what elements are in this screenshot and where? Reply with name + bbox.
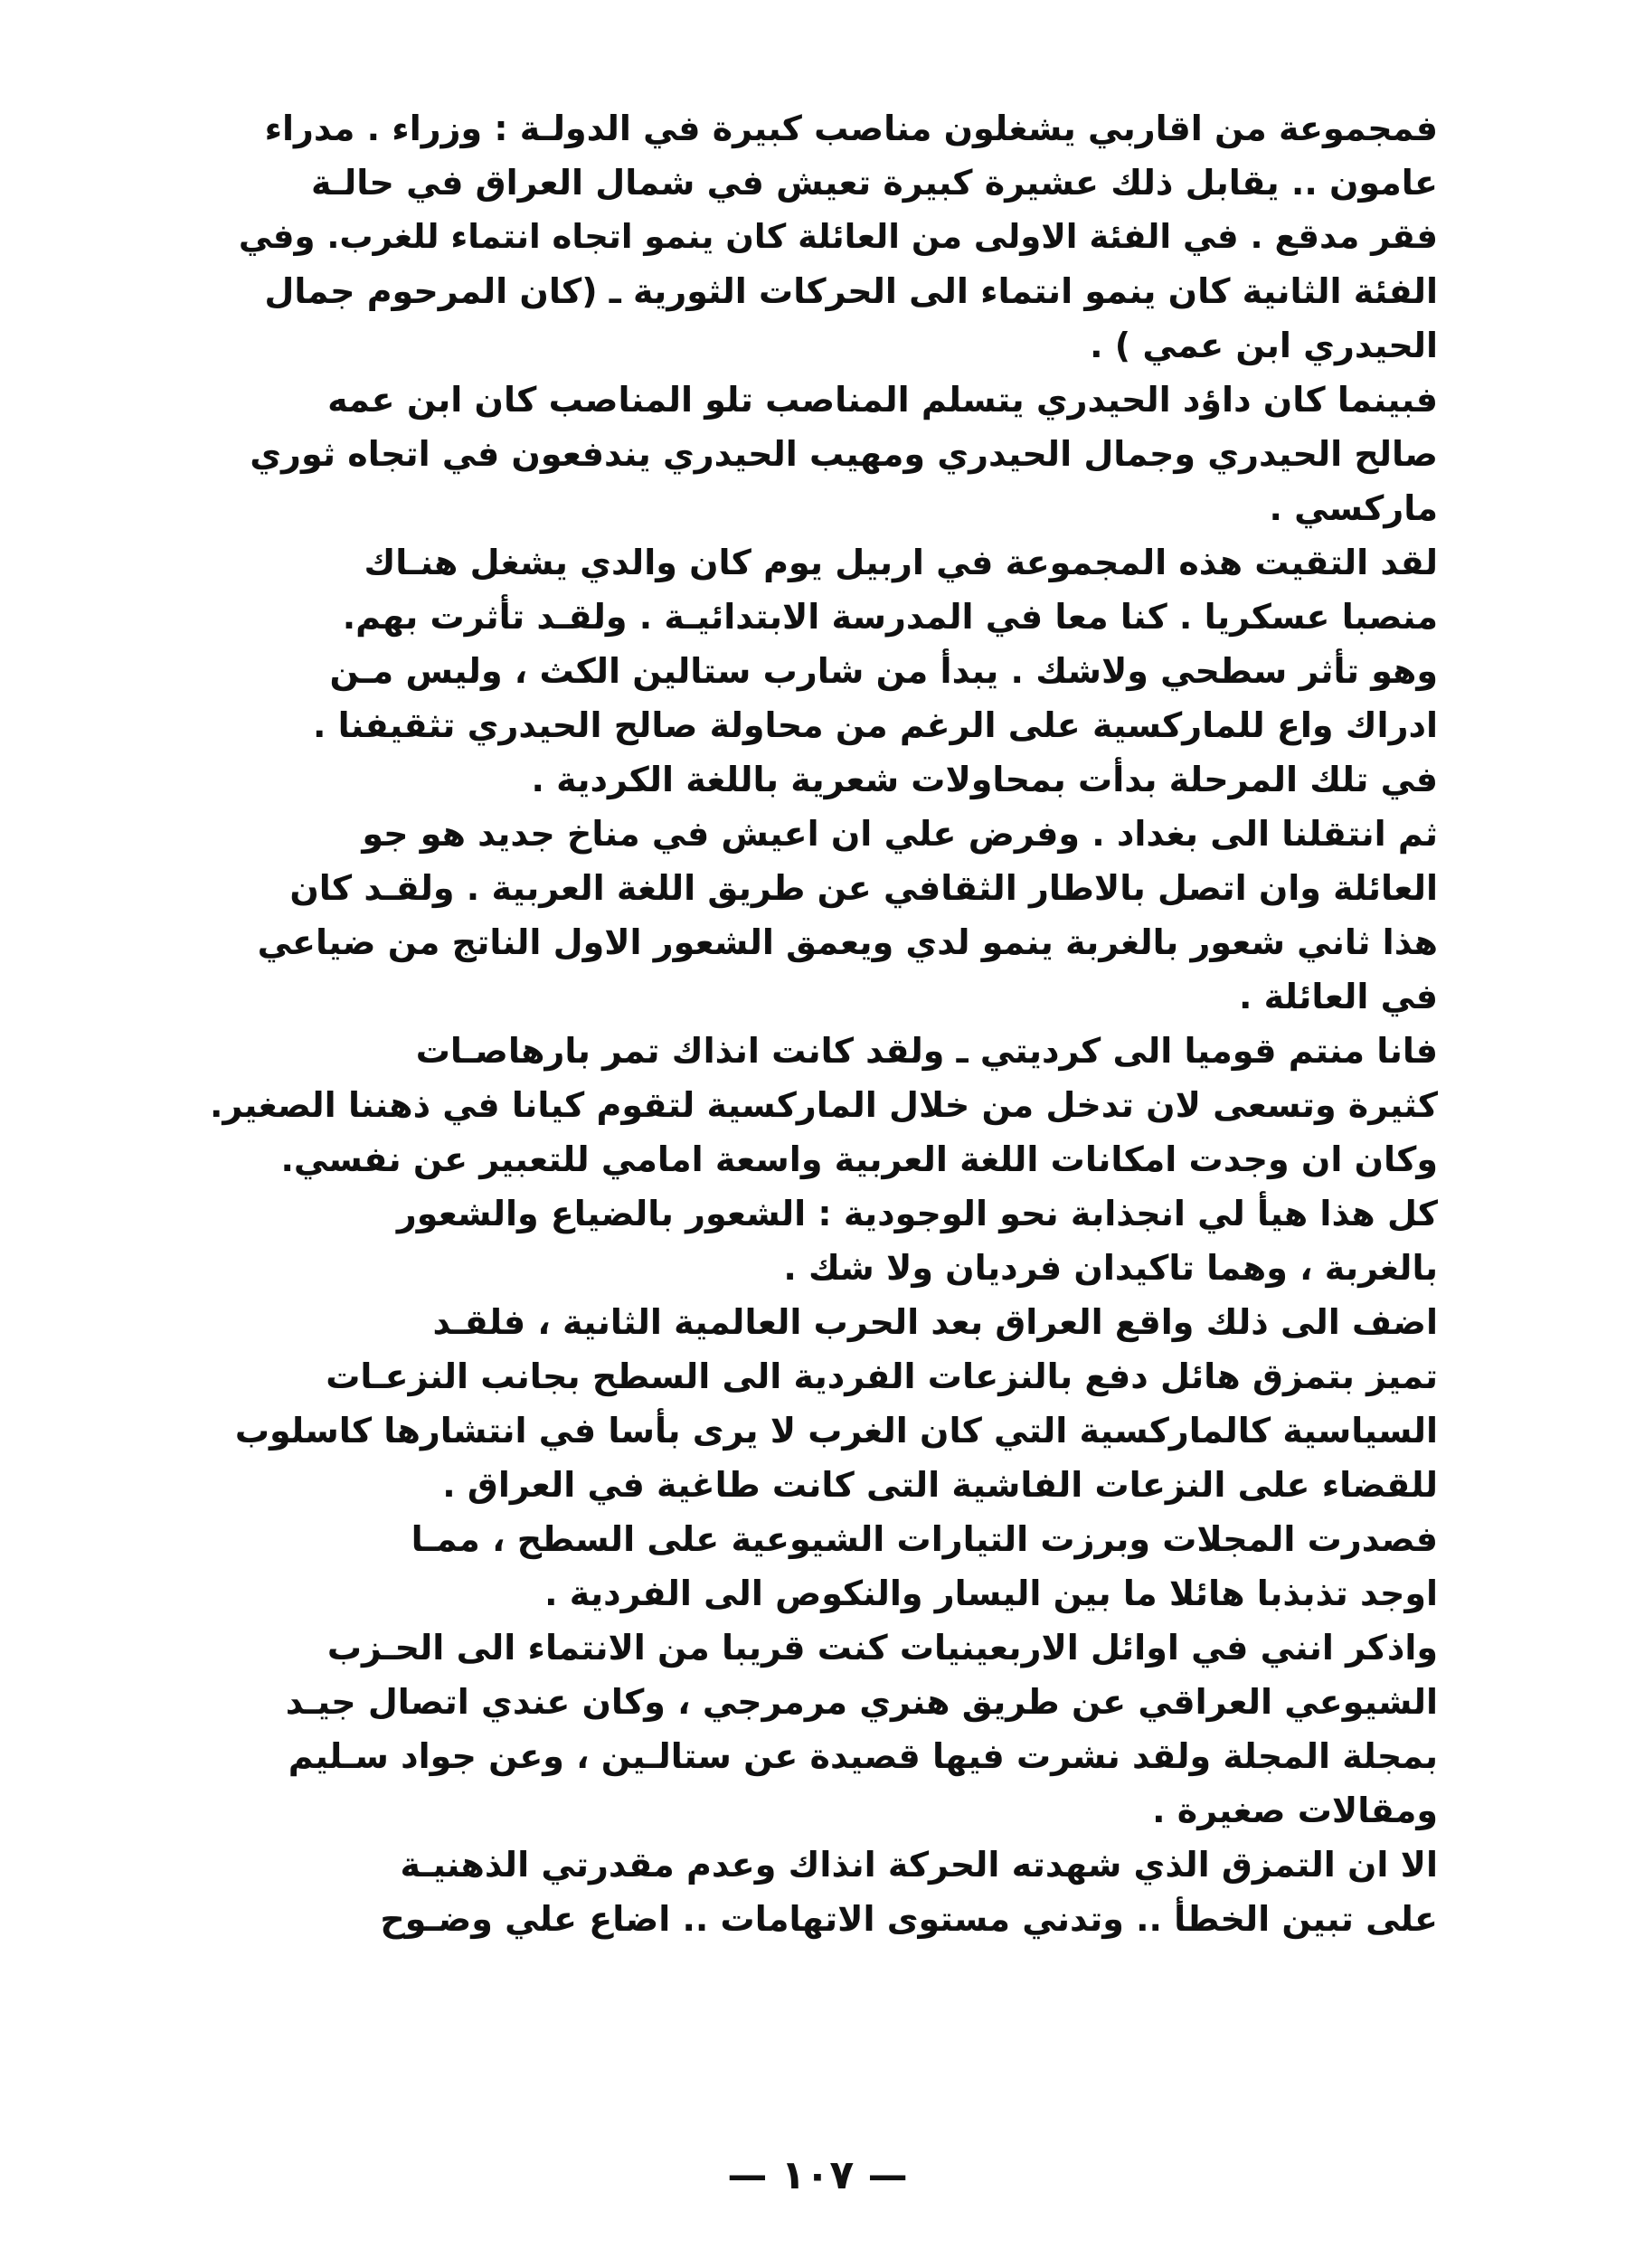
text-line: لقد التقيت هذه المجموعة في اربيل يوم كان والدي يشغل هنـاك bbox=[364, 543, 1438, 582]
text-line: فبينما كان داؤد الحيدري يتسلم المناصب تلو المناصب كان ابن عمه bbox=[327, 380, 1438, 420]
text-line: ثم انتقلنا الى بغداد . وفرض علي ان اعيش في مناخ جديد هو جو bbox=[362, 814, 1438, 854]
text-line: العائلة وان اتصل بالاطار الثقافي عن طريق اللغة العربية . ولقـد كان bbox=[289, 868, 1438, 908]
text-line: هذا ثاني شعور بالغربة ينمو لدي ويعمق الشعور الاول الناتج من ضياعي bbox=[257, 922, 1438, 962]
text-line: صالح الحيدري وجمال الحيدري ومهيب الحيدري يندفعون في اتجاه ثوري bbox=[250, 434, 1438, 474]
text-line: كل هذا هيأ لي انجذابة نحو الوجودية : الشعور بالضياع والشعور bbox=[396, 1194, 1438, 1233]
text-line: الفئة الثانية كان ينمو انتماء الى الحركات الثورية ـ (كان المرحوم جمال bbox=[264, 271, 1438, 311]
text-line: الحيدري ابن عمي ) . bbox=[1090, 326, 1438, 365]
paragraph bbox=[208, 101, 1438, 373]
paragraph bbox=[208, 1512, 1438, 1621]
text-line: فقر مدقع . في الفئة الاولى من العائلة كان ينمو اتجاه انتماء للغرب. وفي bbox=[238, 217, 1438, 256]
text-line: بمجلة المجلة ولقد نشرت فيها قصيدة عن ستالـين ، وعن جواد سـليم bbox=[288, 1736, 1438, 1776]
text-line: في العائلة . bbox=[1238, 977, 1438, 1016]
paragraph bbox=[208, 1621, 1438, 1838]
text-line: ماركسي . bbox=[1269, 488, 1438, 528]
text-line: السياسية كالماركسية التي كان الغرب لا يرى بأسا في انتشارها كاسلوب bbox=[234, 1411, 1438, 1451]
paragraph bbox=[208, 373, 1438, 535]
text-line: اضف الى ذلك واقع العراق بعد الحرب العالمية الثانية ، فلقـد bbox=[432, 1302, 1438, 1342]
text-line: فمجموعة من اقاربي يشغلون مناصب كبيرة في الدولـة : وزراء . مدراء bbox=[264, 109, 1438, 148]
text-line: عامون .. يقابل ذلك عشيرة كبيرة تعيش في شمال العراق في حالـة bbox=[310, 163, 1438, 203]
text-line: منصبا عسكريا . كنا معا في المدرسة الابتدائيـة . ولقـد تأثرت بهم. bbox=[342, 597, 1438, 637]
text-line: بالغربة ، وهما تاكيدان فرديان ولا شك . bbox=[783, 1248, 1438, 1288]
text-line: فصدرت المجلات وبرزت التيارات الشيوعية على السطح ، ممـا bbox=[411, 1519, 1438, 1559]
paragraph bbox=[208, 1838, 1438, 1946]
paragraph bbox=[208, 1295, 1438, 1512]
paragraph bbox=[208, 752, 1438, 807]
paragraph bbox=[208, 1024, 1438, 1132]
text-line: في تلك المرحلة بدأت بمحاولات شعرية باللغة الكردية . bbox=[531, 760, 1438, 799]
paragraph bbox=[208, 807, 1438, 1024]
text-line: الا ان التمزق الذي شهدته الحركة انذاك وعدم مقدرتي الذهنيـة bbox=[400, 1845, 1438, 1885]
text-line: للقضاء على النزعات الفاشية التى كانت طاغية في العراق . bbox=[442, 1465, 1438, 1505]
text-line: ومقالات صغيرة . bbox=[1152, 1791, 1438, 1830]
page-number: — ١٠٧ — bbox=[727, 2152, 908, 2198]
text-line: وكان ان وجدت امكانات اللغة العربية واسعة امامي للتعبير عن نفسي. bbox=[280, 1139, 1438, 1179]
paragraph bbox=[208, 1132, 1438, 1186]
paragraph bbox=[208, 535, 1438, 752]
text-line: على تبين الخطأ .. وتدني مستوى الاتهامات .. اضاع علي وضـوح bbox=[380, 1899, 1438, 1939]
text-line: كثيرة وتسعى لان تدخل من خلال الماركسية لتقوم كيانا في ذهننا الصغير. bbox=[209, 1085, 1438, 1125]
body-text bbox=[208, 101, 1438, 1946]
paragraph bbox=[208, 1186, 1438, 1295]
text-line: اوجد تذبذبا هائلا ما بين اليسار والنكوص الى الفردية . bbox=[544, 1573, 1438, 1613]
text-line: فانا منتم قوميا الى كرديتي ـ ولقد كانت انذاك تمر بارهاصـات bbox=[415, 1031, 1438, 1071]
text-line: تميز بتمزق هائل دفع بالنزعات الفردية الى السطح بجانب النزعـات bbox=[326, 1356, 1438, 1396]
text-line: الشيوعي العراقي عن طريق هنري مرمرجي ، وكان عندي اتصال جيـد bbox=[285, 1682, 1438, 1722]
text-line: واذكر انني في اوائل الاربعينيات كنت قريبا من الانتماء الى الحـزب bbox=[326, 1628, 1438, 1668]
text-line: وهو تأثر سطحي ولاشك . يبدأ من شارب ستالين الكث ، وليس مـن bbox=[329, 651, 1438, 691]
text-line: ادراك واع للماركسية على الرغم من محاولة صالح الحيدري تثقيفنا . bbox=[312, 705, 1438, 745]
